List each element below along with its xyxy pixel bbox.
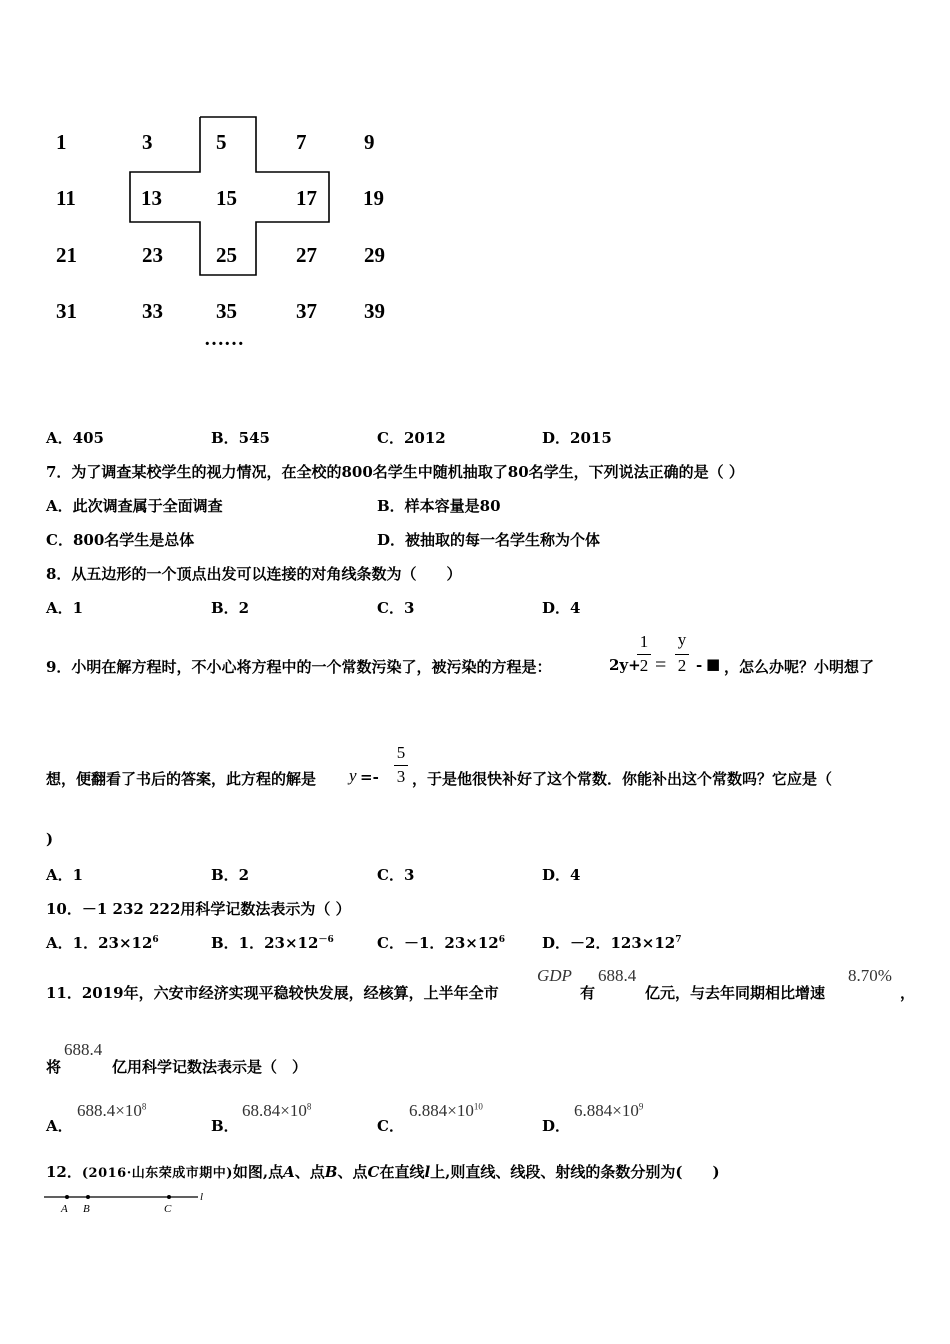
q11-option-c-base: 6.884×10 <box>409 1101 474 1120</box>
grid-cell: 9 <box>364 130 375 154</box>
label-c: C <box>164 1203 172 1215</box>
q9-frac3-den: 3 <box>396 767 406 786</box>
q10-option-a-base: A．1．23×12 <box>46 934 153 952</box>
grid-cell: 5 <box>216 130 227 154</box>
q10-option-c-base: C．－1．23×12 <box>377 934 499 952</box>
q10-text: 10．－1 232 222用科学记数法表示为（ ） <box>46 900 351 918</box>
q12-figure <box>40 1188 220 1218</box>
grid-cell: 13 <box>141 186 162 210</box>
q10-option-d[interactable] <box>542 932 681 953</box>
q9-option-c[interactable]: C．3 <box>377 866 415 884</box>
q9-line2-pre: 想，便翻看了书后的答案，此方程的解是 <box>46 770 317 788</box>
q11-option-d-label[interactable]: D． <box>542 1117 571 1135</box>
q6-option-c[interactable]: C．2012 <box>377 429 446 447</box>
q11-option-c[interactable] <box>409 1101 483 1121</box>
grid-cell: 37 <box>296 299 317 323</box>
q11-option-a-label[interactable]: A． <box>46 1117 73 1135</box>
q11-gdp: GDP <box>537 966 572 985</box>
q8-option-d[interactable]: D．4 <box>542 599 581 617</box>
q12-number: 12． <box>46 1163 82 1181</box>
q10-option-a[interactable] <box>46 932 159 953</box>
q10-option-a-exp: 6 <box>152 935 159 945</box>
q10-option-b-base: B．1．23×12 <box>211 934 319 952</box>
q11-option-b-base: 68.84×10 <box>242 1101 307 1120</box>
q11-option-d-base: 6.884×10 <box>574 1101 639 1120</box>
q12-seg: 在直线 <box>379 1163 425 1181</box>
q11-line2-post: 亿用科学记数法表示是（ ） <box>112 1058 308 1076</box>
q9-line1-post: ，怎么办呢？小明想了 <box>724 658 875 676</box>
q12-source: (2016·山东荣成市期中) <box>81 1166 233 1181</box>
grid-cell: 1 <box>56 130 67 154</box>
q10-option-d-exp: 7 <box>675 935 682 945</box>
q9-sol-var: y <box>349 766 357 785</box>
q9-line3: ) <box>46 830 54 848</box>
q11-val2: 688.4 <box>64 1040 103 1059</box>
q9-option-a[interactable]: A．1 <box>46 866 84 884</box>
q7-option-c[interactable]: C．800名学生是总体 <box>46 531 195 549</box>
q12-line-l: l <box>424 1163 431 1181</box>
q9-frac3-bar <box>394 765 408 766</box>
q11-option-d[interactable] <box>574 1101 643 1121</box>
q11-option-b[interactable] <box>242 1101 311 1121</box>
q9-frac2-den: 2 <box>677 656 687 675</box>
q8-text: 8．从五边形的一个顶点出发可以连接的对角线条数为（ ） <box>46 565 462 583</box>
q11-pct: 8.70% <box>848 966 892 985</box>
point-b-dot <box>86 1195 90 1199</box>
q9-option-d[interactable]: D．4 <box>542 866 581 884</box>
q9-blot: ■ <box>706 655 721 673</box>
grid-cell: 39 <box>364 299 385 323</box>
q12-text <box>46 1161 720 1182</box>
q11-option-a-base: 688.4×10 <box>77 1101 142 1120</box>
grid-cell: 35 <box>216 299 237 323</box>
grid-cell: 17 <box>296 186 317 210</box>
grid-cell: 27 <box>296 243 317 267</box>
grid-cell: 3 <box>142 130 153 154</box>
q11-seg3: 亿元，与去年同期相比增速 <box>645 984 826 1002</box>
q10-option-d-base: D．－2．123×12 <box>542 934 676 952</box>
grid-cell: 33 <box>142 299 163 323</box>
q9-frac1-bar <box>637 654 651 655</box>
q9-frac1-num: 1 <box>639 632 649 651</box>
q6-option-b[interactable]: B．545 <box>211 429 270 447</box>
q9-frac2-num: y <box>677 630 687 649</box>
grid-cell: 31 <box>56 299 77 323</box>
q9-line1-pre: 9．小明在解方程时，不小心将方程中的一个常数污染了，被污染的方程是： <box>46 658 552 676</box>
q10-option-b-exp: －6 <box>318 935 334 945</box>
grid-cell: 7 <box>296 130 307 154</box>
q9-frac1-den: 2 <box>639 656 649 675</box>
q9-eq-b: = <box>655 654 667 676</box>
grid-cell: 15 <box>216 186 237 210</box>
q12-seg: 如图,点 <box>232 1163 284 1181</box>
q7-option-b[interactable]: B．样本容量是80 <box>377 497 501 515</box>
q10-option-c-exp: 6 <box>498 935 505 945</box>
q11-val1: 688.4 <box>598 966 637 985</box>
label-b: B <box>83 1203 90 1215</box>
q9-sol-eq: =- <box>360 768 379 786</box>
q9-frac2-bar <box>675 654 689 655</box>
q9-eq-c: - <box>696 656 703 674</box>
grid-ellipsis: …… <box>204 328 244 350</box>
label-l: l <box>200 1191 204 1203</box>
grid-cell: 19 <box>363 186 384 210</box>
q12-seg: 、点 <box>294 1163 325 1181</box>
q7-option-d[interactable]: D．被抽取的每一名学生称为个体 <box>377 531 601 549</box>
q11-option-d-exp: 9 <box>638 1101 644 1112</box>
point-a-dot <box>65 1195 69 1199</box>
grid-cell: 21 <box>56 243 77 267</box>
q11-option-c-exp: 10 <box>473 1101 483 1112</box>
q11-option-a[interactable] <box>77 1101 146 1121</box>
q11-option-a-exp: 8 <box>141 1101 147 1112</box>
q10-option-b[interactable] <box>211 932 334 953</box>
q8-option-c[interactable]: C．3 <box>377 599 415 617</box>
grid-cell: 29 <box>364 243 385 267</box>
q11-option-b-label[interactable]: B． <box>211 1117 239 1135</box>
q6-option-a[interactable]: A．405 <box>46 429 104 447</box>
q12-seg: 上,则直线、线段、射线的条数分别为( ) <box>430 1163 720 1181</box>
q11-seg2: 有 <box>580 984 596 1002</box>
q12-point-c: C <box>367 1163 380 1181</box>
point-c-dot <box>167 1195 171 1199</box>
q11-option-b-exp: 8 <box>306 1101 312 1112</box>
cross-outline <box>0 0 950 400</box>
q12-seg: 、点 <box>337 1163 368 1181</box>
grid-cell: 11 <box>56 186 76 210</box>
q11-seg1: 11．2019年，六安市经济实现平稳较快发展，经核算，上半年全市 <box>46 984 499 1002</box>
q12-point-b: B <box>324 1163 338 1181</box>
q9-eq-a: 2y+ <box>609 656 641 674</box>
q11-line2-pre: 将 <box>46 1058 62 1076</box>
q6-option-d[interactable]: D．2015 <box>542 429 612 447</box>
q12-point-a: A <box>283 1163 295 1181</box>
q9-line2-post: ，于是他很快补好了这个常数．你能补出这个常数吗？它应是（ <box>412 770 833 788</box>
q11-option-c-label[interactable]: C． <box>377 1117 404 1135</box>
q11-seg4: ， <box>900 984 916 1002</box>
grid-cell: 25 <box>216 243 237 267</box>
q9-frac3-num: 5 <box>396 743 406 762</box>
q7-text: 7．为了调查某校学生的视力情况，在全校的800名学生中随机抽取了80名学生，下列说法正确的是（ ） <box>46 463 744 481</box>
label-a: A <box>61 1203 68 1215</box>
grid-cell: 23 <box>142 243 163 267</box>
q10-option-c[interactable] <box>377 932 505 953</box>
q7-option-a[interactable]: A．此次调查属于全面调查 <box>46 497 223 515</box>
q8-option-a[interactable]: A．1 <box>46 599 84 617</box>
q9-option-b[interactable]: B．2 <box>211 866 250 884</box>
q8-option-b[interactable]: B．2 <box>211 599 250 617</box>
